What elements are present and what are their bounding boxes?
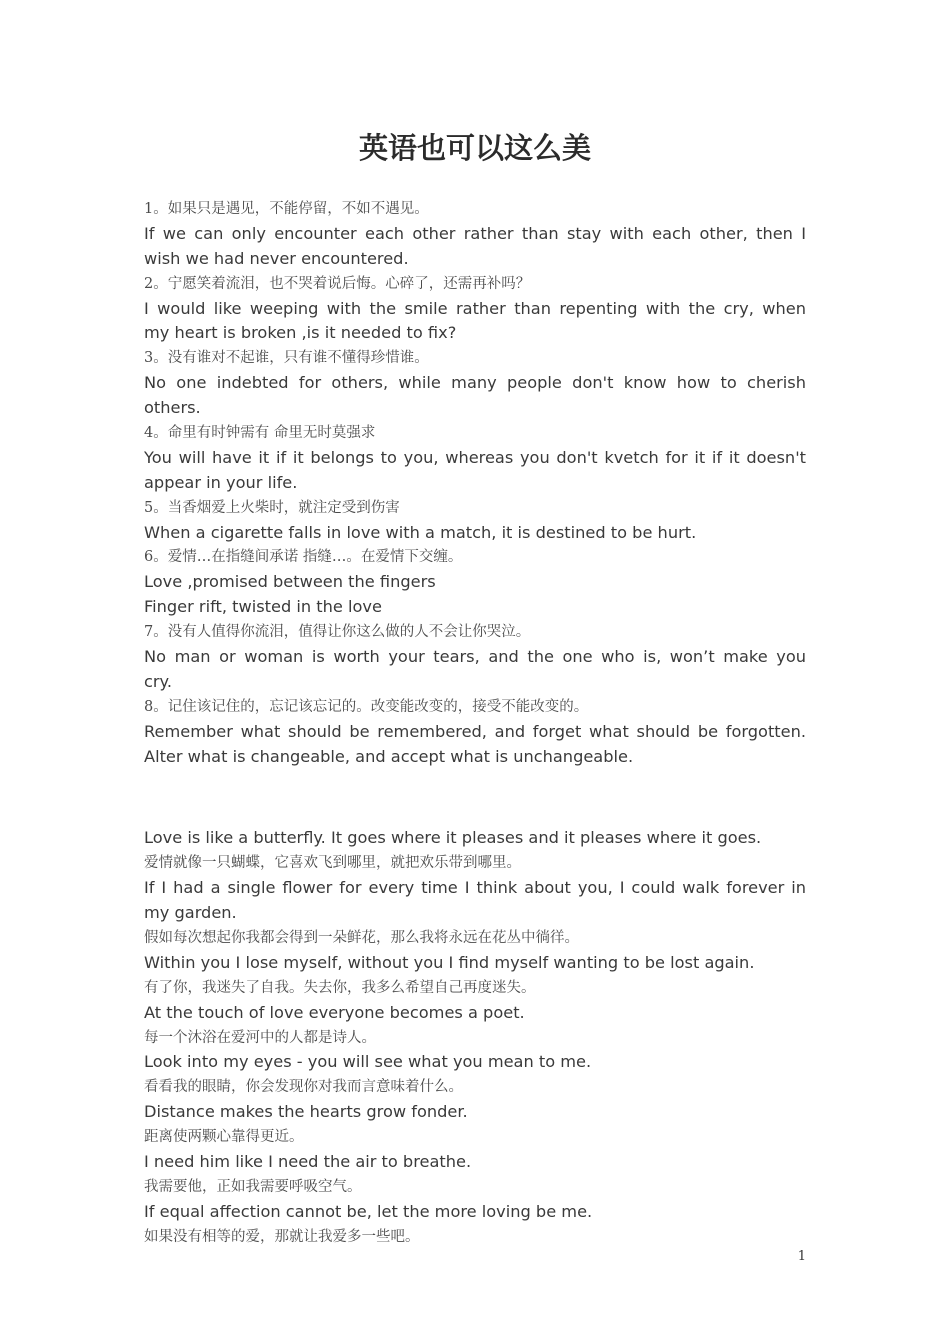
english-text-line: No one indebted for others, while many people don't know how to cherish	[144, 373, 806, 393]
chinese-text-line: 距离使两颗心靠得更近。	[144, 1129, 304, 1146]
chinese-text-line: 3。没有谁对不起谁，只有谁不懂得珍惜谁。	[144, 350, 429, 367]
chinese-text-line: 4。命里有时钟需有 命里无时莫强求	[144, 425, 376, 442]
chinese-text-line: 如果没有相等的爱，那就让我爱多一些吧。	[144, 1228, 420, 1245]
english-text-line: others.	[144, 398, 201, 418]
chinese-text-line: 我需要他，正如我需要呼吸空气。	[144, 1178, 362, 1195]
english-text-line: At the touch of love everyone becomes a poet.	[144, 1002, 525, 1022]
english-text-line: If I had a single flower for every time I think about you, I could walk forever in	[144, 878, 806, 898]
page-title: 英语也可以这么美	[358, 131, 591, 165]
english-text-line: wish we had never encountered.	[144, 248, 409, 268]
chinese-text-line: 爱情就像一只蝴蝶，它喜欢飞到哪里，就把欢乐带到哪里。	[144, 855, 521, 872]
english-text-line: Love ,promised between the fingers	[144, 572, 436, 592]
english-text-line: my heart is broken ,is it needed to fix?	[144, 323, 457, 343]
english-text-line: Alter what is changeable, and accept what is unchangeable.	[144, 746, 634, 766]
page-number: 1	[797, 1249, 806, 1264]
chinese-text-line: 假如每次想起你我都会得到一朵鲜花，那么我将永远在花丛中徜徉。	[144, 929, 579, 946]
english-text-line: When a cigarette falls in love with a match, it is destined to be hurt.	[144, 522, 697, 542]
chinese-text-line: 1。如果只是遇见，不能停留，不如不遇见。	[144, 201, 429, 217]
english-text-line: Finger rift, twisted in the love	[144, 597, 382, 617]
english-text-line: Remember what should be remembered, and forget what should be forgotten.	[144, 721, 806, 741]
document-body	[144, 197, 806, 1250]
english-text-line: I would like weeping with the smile rather than repenting with the cry, when	[144, 298, 806, 318]
chinese-text-line: 8。记住该记住的，忘记该忘记的。改变能改变的，接受不能改变的。	[144, 698, 589, 715]
chinese-text-line: 6。爱情…在指缝间承诺 指缝…。在爱情下交缠。	[144, 549, 463, 566]
chinese-text-line: 5。当香烟爱上火柴时，就注定受到伤害	[144, 499, 400, 516]
english-text-line: Within you I lose myself, without you I find myself wanting to be lost again.	[144, 952, 755, 972]
english-text-line: Love is like a butterfly. It goes where it pleases and it pleases where it goes.	[144, 828, 762, 848]
blank-line	[144, 785, 806, 810]
english-text-line: Look into my eyes - you will see what you mean to me.	[144, 1052, 592, 1072]
chinese-text-line: 7。没有人值得你流泪，值得让你这么做的人不会让你哭泣。	[144, 624, 531, 641]
english-text-line: You will have it if it belongs to you, whereas you don't kvetch for it if it doesn't	[144, 447, 806, 467]
chinese-text-line: 看看我的眼睛，你会发现你对我而言意味着什么。	[144, 1079, 463, 1096]
english-text-line: Distance makes the hearts grow fonder.	[144, 1102, 468, 1122]
chinese-text-line: 每一个沐浴在爱河中的人都是诗人。	[144, 1029, 376, 1046]
english-text-line: If equal affection cannot be, let the more loving be me.	[144, 1201, 593, 1221]
english-text-line: my garden.	[144, 903, 237, 923]
english-text-line: No man or woman is worth your tears, and the one who is, won’t make you	[144, 647, 806, 667]
english-text-line: appear in your life.	[144, 472, 298, 492]
english-text-line: cry.	[144, 671, 172, 691]
english-text-line: I need him like I need the air to breathe.	[144, 1151, 472, 1171]
english-text-line: If we can only encounter each other rather than stay with each other, then I	[144, 223, 806, 243]
chinese-text-line: 有了你，我迷失了自我。失去你，我多么希望自己再度迷失。	[144, 979, 536, 996]
chinese-text-line: 2。宁愿笑着流泪，也不哭着说后悔。心碎了，还需再补吗？	[144, 275, 531, 292]
